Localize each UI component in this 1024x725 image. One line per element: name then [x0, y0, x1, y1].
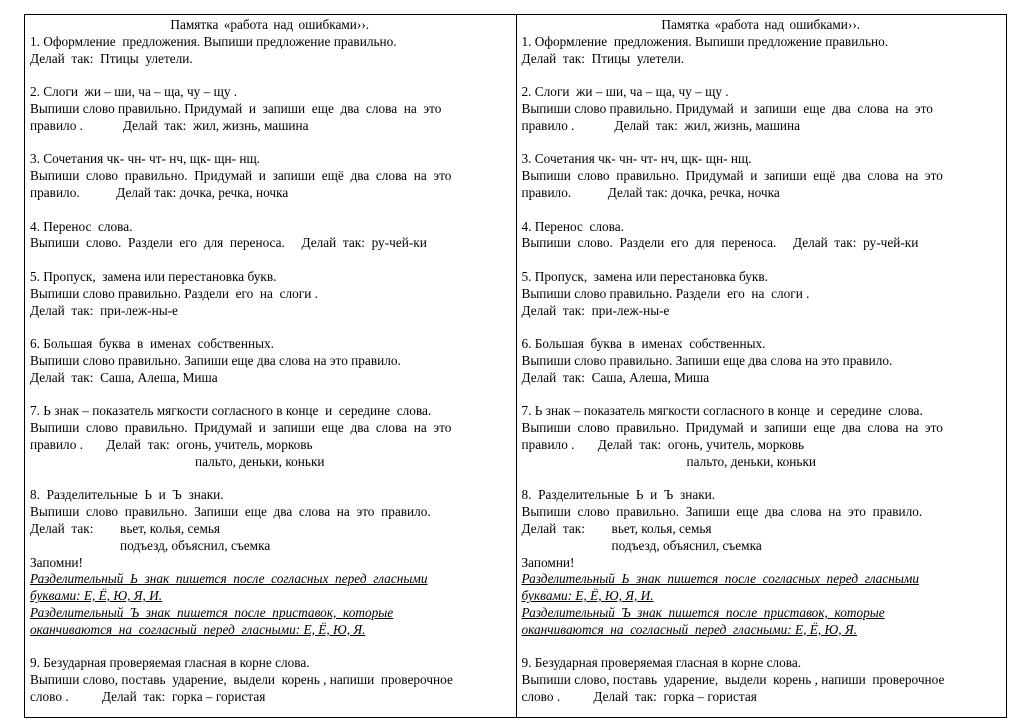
section-8-rule-4: оканчиваются на согласный перед гласными: Е, Ё, Ю, Я.	[521, 621, 857, 637]
section-3-line-3: правило. Делай так: дочка, речка, ночка	[521, 184, 780, 200]
section-8-line-3: Делай так: вьет, колья, семья	[521, 520, 712, 536]
section-9-line-3: слово . Делай так: горка – гористая	[30, 688, 266, 704]
section-4-line-2: Выпиши слово. Раздели его для переноса. Делай так: ру-чей-ки	[521, 235, 919, 251]
section-8-rule-1: Разделительный Ь знак пишется после согласных перед гласными	[521, 571, 919, 587]
section-8-rule-3: Разделительный Ъ знак пишется после приставок, которые	[521, 604, 885, 620]
section-2-line-2: Выпиши слово правильно. Придумай и запиши еще два слова на это	[521, 100, 933, 116]
section-5-line-3: Делай так: при-леж-ны-е	[30, 302, 178, 318]
section-9-line-2: Выпиши слово, поставь ударение, выдели корень , напиши проверочное	[30, 672, 453, 688]
section-5-line-1: 5. Пропуск, замена или перестановка букв.	[30, 268, 277, 284]
section-7-line-3: правило . Делай так: огонь, учитель, морковь	[521, 436, 805, 452]
section-6-line-1: 6. Большая буква в именах собственных.	[521, 336, 766, 352]
section-3-line-1: 3. Сочетания чк- чн- чт- нч, щк- щн- нщ.	[521, 151, 752, 167]
memo-title: Памятка «работа над ошибками››.	[170, 17, 370, 32]
section-7-line-3: правило . Делай так: огонь, учитель, морковь	[30, 436, 313, 452]
section-9-line-3: слово . Делай так: горка – гористая	[521, 688, 757, 704]
memo-title: Памятка «работа над ошибками››.	[661, 17, 861, 32]
section-2-line-1: 2. Слоги жи – ши, ча – ща, чу – щу .	[521, 84, 729, 100]
section-8-line-3: Делай так: вьет, колья, семья	[30, 520, 221, 536]
section-8-rule-3: Разделительный Ъ знак пишется после приставок, которые	[30, 604, 394, 620]
section-5-line-2: Выпиши слово правильно. Раздели его на слоги .	[30, 285, 318, 301]
section-7-indented: пальто, деньки, коньки	[686, 453, 817, 469]
section-4-line-1: 4. Перенос слова.	[30, 218, 133, 234]
section-2-line-2: Выпиши слово правильно. Придумай и запиши еще два слова на это	[30, 100, 442, 116]
memo-column-left	[25, 15, 516, 717]
section-8-rule-2: буквами: Е, Ё, Ю, Я, И.	[30, 588, 163, 604]
section-5-line-3: Делай так: при-леж-ны-е	[521, 302, 670, 318]
section-6-line-1: 6. Большая буква в именах собственных.	[30, 336, 274, 352]
section-3-line-2: Выпиши слово правильно. Придумай и запиши ещё два слова на это	[521, 168, 943, 184]
section-1-line-1: 1. Оформление предложения. Выпиши предложение правильно.	[30, 33, 397, 49]
section-3-line-2: Выпиши слово правильно. Придумай и запиши ещё два слова на это	[30, 168, 452, 184]
section-5-line-1: 5. Пропуск, замена или перестановка букв.	[521, 268, 768, 284]
section-4-line-1: 4. Перенос слова.	[521, 218, 625, 234]
section-2-line-3: правило . Делай так: жил, жизнь, машина	[521, 117, 801, 133]
section-8-line-1: 8. Разделительные Ь и Ъ знаки.	[521, 487, 716, 503]
memo-sheet	[24, 14, 1007, 718]
section-7-line-2: Выпиши слово правильно. Придумай и запиши еще два слова на это	[30, 420, 452, 436]
section-8-line-2: Выпиши слово правильно. Запиши еще два слова на это правило.	[30, 504, 431, 520]
section-3-line-3: правило. Делай так: дочка, речка, ночка	[30, 184, 289, 200]
section-2-line-1: 2. Слоги жи – ши, ча – ща, чу – щу .	[30, 84, 238, 100]
section-6-line-2: Выпиши слово правильно. Запиши еще два слова на это правило.	[521, 352, 893, 368]
section-9-line-2: Выпиши слово, поставь ударение, выдели корень , напиши проверочное	[521, 672, 945, 688]
section-8-rule-2: буквами: Е, Ё, Ю, Я, И.	[521, 588, 654, 604]
section-6-line-2: Выпиши слово правильно. Запиши еще два слова на это правило.	[30, 352, 401, 368]
section-8-remember: Запомни!	[30, 554, 83, 570]
section-7-indented: пальто, деньки, коньки	[195, 453, 325, 469]
section-8-rule-4: оканчиваются на согласный перед гласными: Е, Ё, Ю, Я.	[30, 621, 366, 637]
section-3-line-1: 3. Сочетания чк- чн- чт- нч, щк- щн- нщ.	[30, 151, 261, 167]
section-1-line-2: Делай так: Птицы улетели.	[521, 50, 685, 66]
section-7-line-1: 7. Ь знак – показатель мягкости согласного в конце и середине слова.	[521, 403, 923, 419]
section-7-line-1: 7. Ь знак – показатель мягкости согласного в конце и середине слова.	[30, 403, 432, 419]
section-9-line-1: 9. Безударная проверяемая гласная в корне слова.	[521, 655, 802, 671]
section-9-line-1: 9. Безударная проверяемая гласная в корне слова.	[30, 655, 310, 671]
section-6-line-3: Делай так: Саша, Алеша, Миша	[521, 369, 710, 385]
section-7-line-2: Выпиши слово правильно. Придумай и запиши еще два слова на это	[521, 420, 943, 436]
memo-column-right	[516, 15, 1007, 717]
section-1-line-1: 1. Оформление предложения. Выпиши предложение правильно.	[521, 33, 889, 49]
section-8-indented: подъезд, объяснил, съемка	[611, 537, 762, 553]
section-8-remember: Запомни!	[521, 554, 575, 570]
section-8-rule-1: Разделительный Ь знак пишется после согласных перед гласными	[30, 571, 428, 587]
section-6-line-3: Делай так: Саша, Алеша, Миша	[30, 369, 218, 385]
section-8-line-1: 8. Разделительные Ь и Ъ знаки.	[30, 487, 224, 503]
section-2-line-3: правило . Делай так: жил, жизнь, машина	[30, 117, 309, 133]
section-5-line-2: Выпиши слово правильно. Раздели его на слоги .	[521, 285, 810, 301]
section-8-line-2: Выпиши слово правильно. Запиши еще два слова на это правило.	[521, 504, 923, 520]
section-1-line-2: Делай так: Птицы улетели.	[30, 50, 193, 66]
section-4-line-2: Выпиши слово. Раздели его для переноса. Делай так: ру-чей-ки	[30, 235, 427, 251]
section-8-indented: подъезд, объяснил, съемка	[120, 537, 271, 553]
